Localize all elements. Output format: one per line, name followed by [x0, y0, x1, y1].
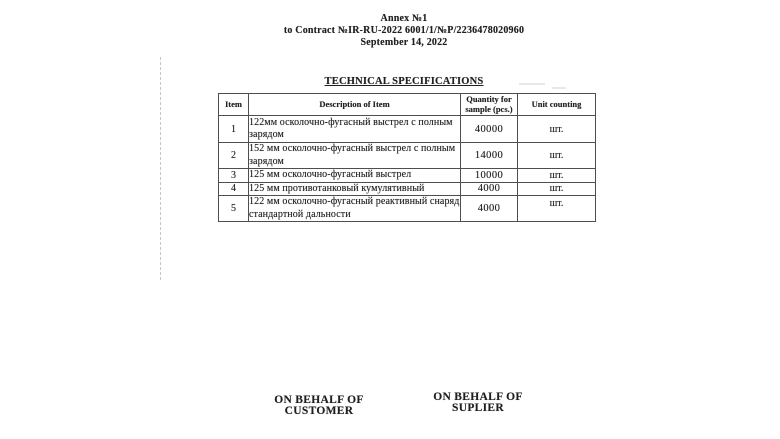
item-unit: шт. — [518, 182, 596, 196]
item-quantity: 10000 — [461, 169, 518, 183]
table-row — [219, 196, 596, 222]
item-description: 152 мм осколочно-фугасный выстрел с полным зарядом — [249, 143, 461, 169]
item-description: 125 мм противотанковый кумулятивный — [249, 182, 461, 196]
table-row — [219, 116, 596, 143]
scan-smudge — [552, 87, 566, 89]
signature-party: SUPLIER — [452, 401, 504, 414]
item-number: 5 — [219, 196, 249, 222]
item-number: 2 — [219, 143, 249, 169]
column-header-unit: Unit counting — [518, 94, 596, 116]
item-quantity: 4000 — [461, 182, 518, 196]
signature-line: ON BEHALF OF — [274, 394, 364, 406]
item-unit: шт. — [518, 116, 596, 143]
table-row — [219, 182, 596, 196]
column-header-quantity: Quantity for sample (pcs.) — [461, 94, 518, 116]
document-date: September 14, 2022 — [360, 37, 448, 48]
table-row — [219, 169, 596, 183]
item-unit: шт. — [518, 143, 596, 169]
scan-artifact-line — [160, 57, 161, 280]
item-number: 4 — [219, 182, 249, 196]
item-number: 1 — [219, 116, 249, 143]
column-header-item: Item — [219, 94, 249, 116]
item-unit: шт. — [518, 169, 596, 183]
column-header-description: Description of Item — [249, 94, 461, 116]
item-description: 125 мм осколочно-фугасный выстрел — [249, 169, 461, 183]
item-quantity: 4000 — [461, 196, 518, 222]
technical-specifications-table — [218, 93, 596, 222]
annex-title: Annex №1 — [380, 13, 428, 24]
signature-block-supplier — [398, 392, 558, 413]
item-unit: шт. — [518, 196, 596, 222]
table-title: TECHNICAL SPECIFICATIONS — [324, 76, 484, 87]
item-quantity: 40000 — [461, 116, 518, 143]
document-header — [104, 13, 704, 49]
item-description: 122мм осколочно-фугасный выстрел с полным зарядом — [249, 116, 461, 143]
table-row — [219, 143, 596, 169]
item-number: 3 — [219, 169, 249, 183]
item-quantity: 14000 — [461, 143, 518, 169]
item-description: 122 мм осколочно-фугасный реактивный снаряд стандартной дальности — [249, 196, 460, 220]
signature-party: CUSTOMER — [284, 404, 354, 417]
contract-number-line: to Contract №IR-RU-2022 6001/1/№P/2236478020960 — [283, 25, 525, 36]
signature-block-customer — [239, 395, 399, 416]
signature-line: ON BEHALF OF — [433, 391, 523, 403]
table-header-row — [219, 94, 596, 116]
